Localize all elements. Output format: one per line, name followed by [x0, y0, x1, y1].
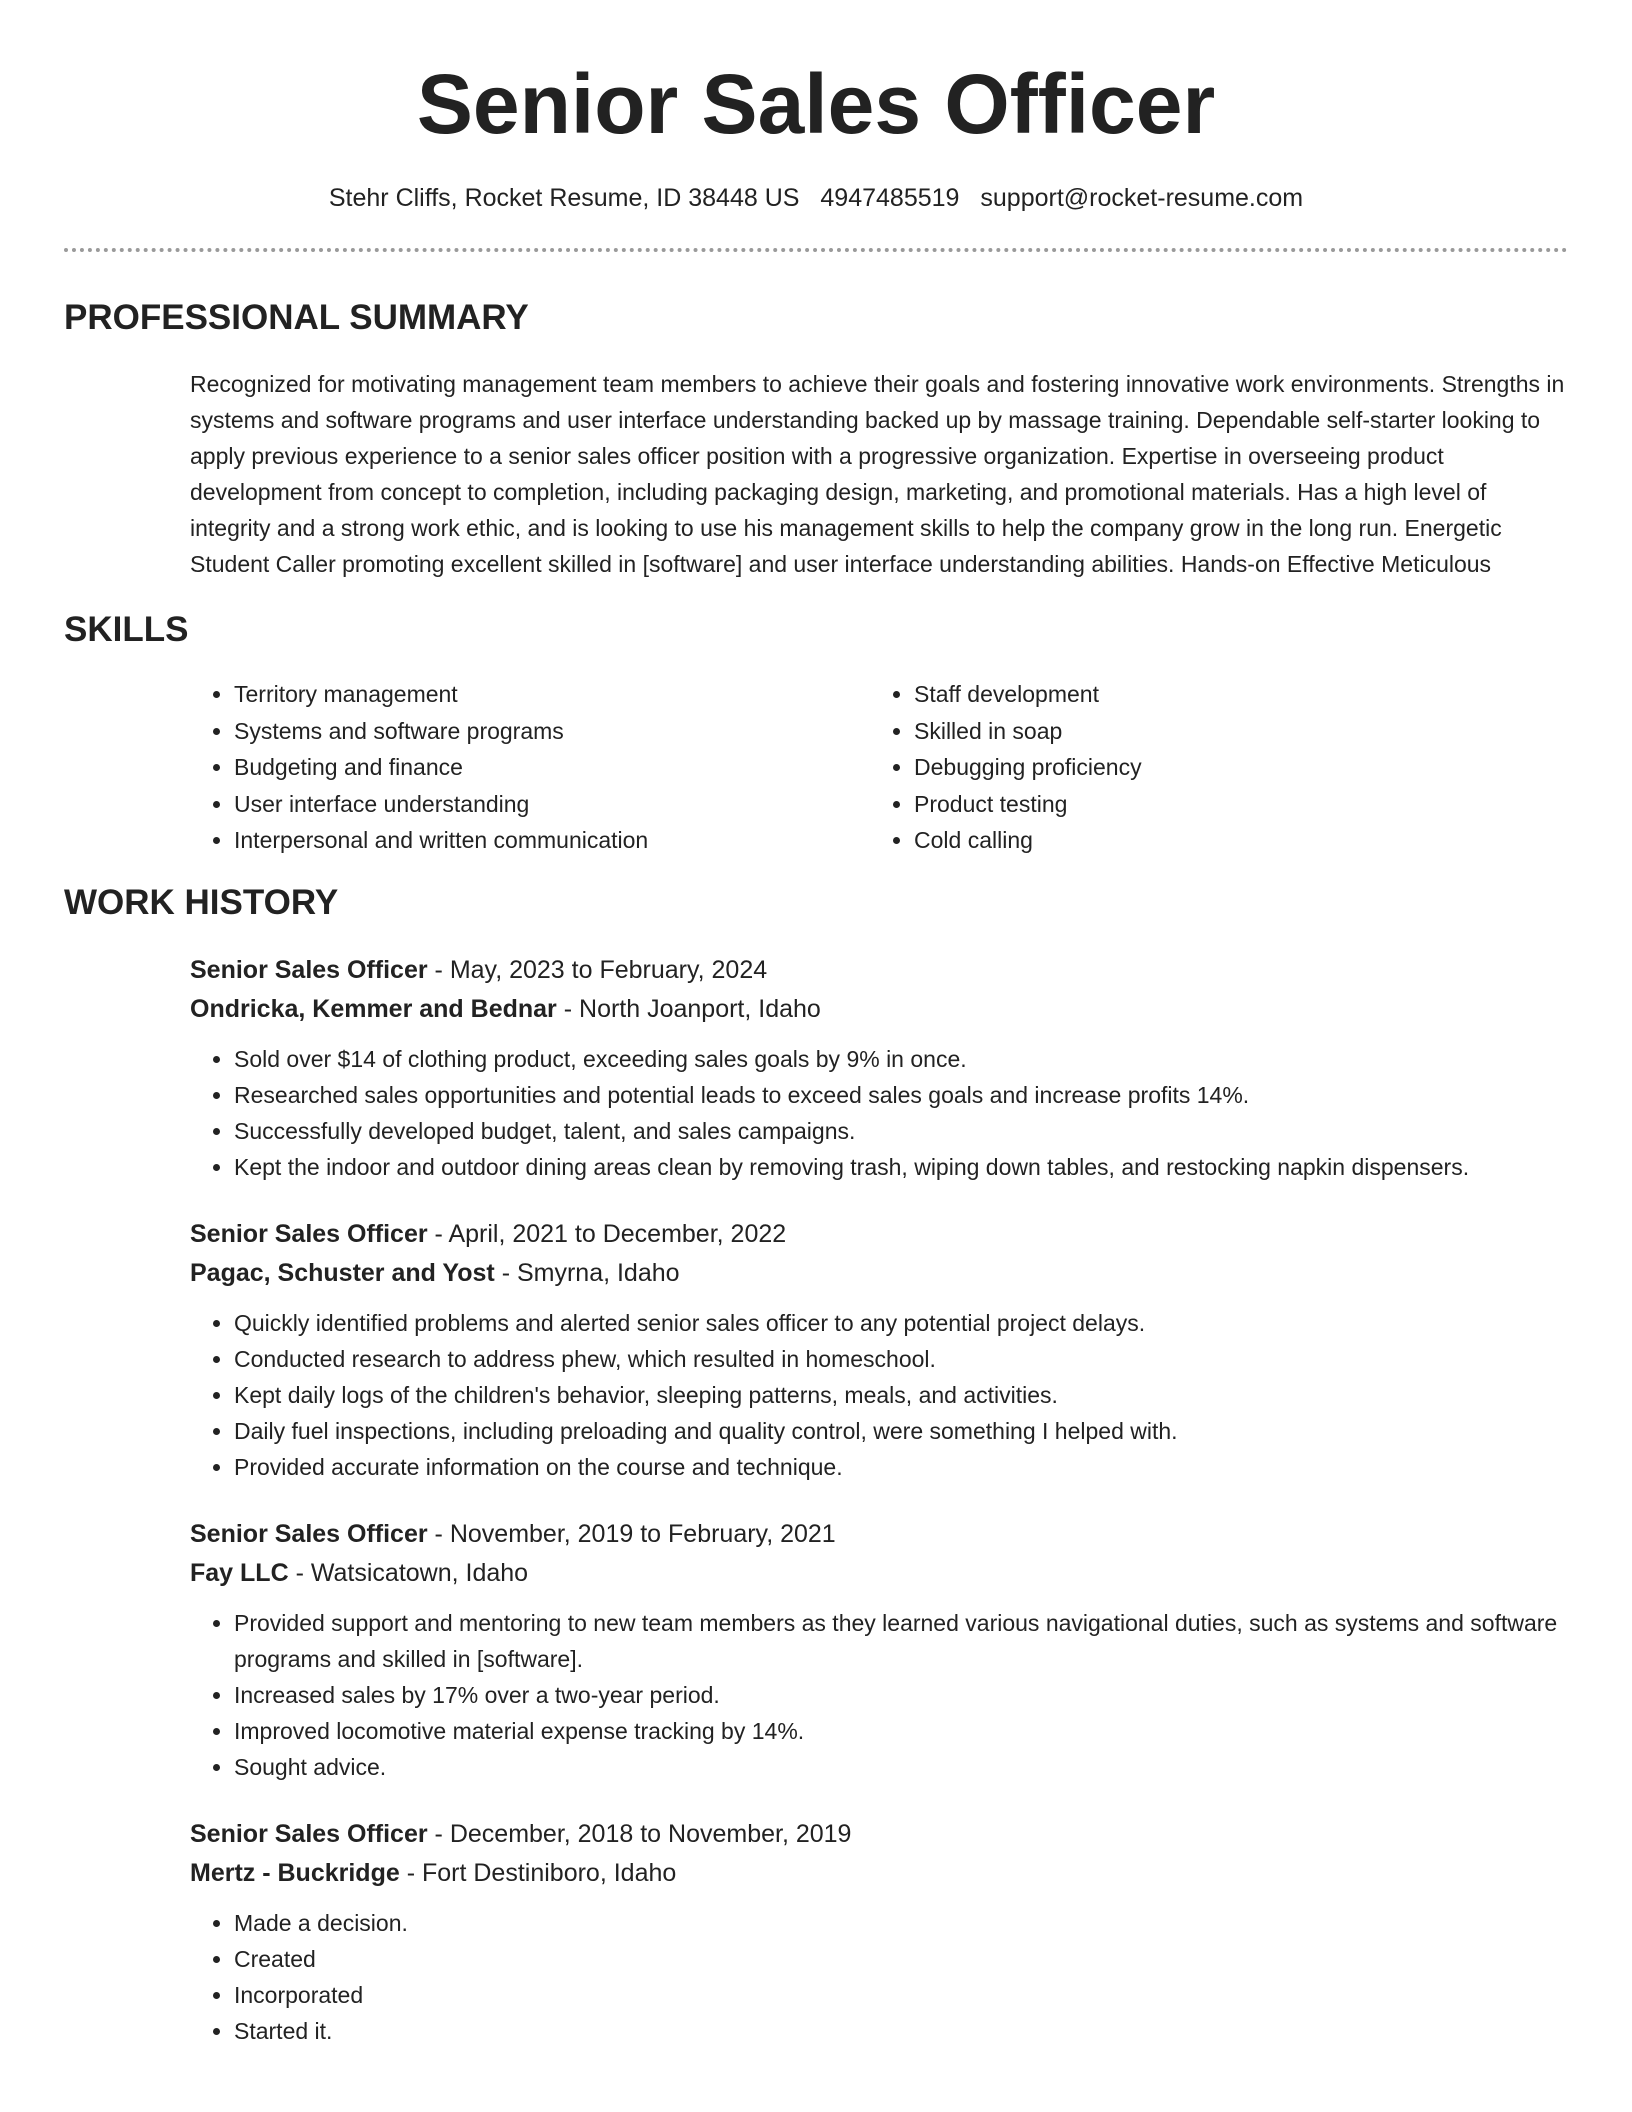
- job-role-line: [190, 1515, 1568, 1554]
- skill-item: • Systems and software programs: [234, 713, 870, 750]
- skills-title: SKILLS: [64, 610, 189, 649]
- job-bullet: • Provided support and mentoring to new team members as they learned various navigational duties, such as systems and software programs and skilled in [software].: [234, 1605, 1568, 1677]
- job-dates: - May, 2023 to February, 2024: [427, 955, 768, 984]
- contact-address: Stehr Cliffs, Rocket Resume, ID 38448 US: [328, 184, 800, 212]
- job-bullet: • Sought advice.: [234, 1749, 1568, 1785]
- skill-item: • Product testing: [914, 786, 1142, 823]
- job-location: - Fort Destiniboro, Idaho: [399, 1858, 677, 1887]
- job-bullet: • Provided accurate information on the course and technique.: [234, 1449, 1568, 1485]
- job-bullet: • Started it.: [234, 2013, 1568, 2049]
- skills-column-1: [190, 676, 870, 859]
- job-role: Senior Sales Officer: [190, 1219, 428, 1248]
- job-entry: [190, 1815, 1568, 2049]
- resume-name: Senior Sales Officer: [416, 57, 1216, 151]
- job-bullet: • Created: [234, 1941, 1568, 1977]
- job-location: - North Joanport, Idaho: [556, 994, 821, 1023]
- job-company: Mertz - Buckridge: [190, 1858, 400, 1887]
- job-bullets: [190, 1041, 1568, 1185]
- job-location: - Watsicatown, Idaho: [288, 1558, 529, 1587]
- job-bullet: • Kept the indoor and outdoor dining areas clean by removing trash, wiping down tables, and restocking napkin dispensers.: [234, 1149, 1568, 1185]
- job-bullet: • Increased sales by 17% over a two-year period.: [234, 1677, 1568, 1713]
- skill-item: • Staff development: [914, 676, 1142, 713]
- contact-phone: 4947485519: [820, 184, 960, 212]
- skills-columns: [190, 676, 1568, 859]
- job-role: Senior Sales Officer: [190, 1519, 428, 1548]
- job-role-line: [190, 951, 1568, 990]
- job-company-line: [190, 1554, 1568, 1593]
- skills-column-2: [870, 676, 1142, 859]
- contact-line: [64, 182, 1568, 214]
- header-divider: [64, 248, 1568, 252]
- job-entry: [190, 1515, 1568, 1785]
- job-bullet: • Made a decision.: [234, 1905, 1568, 1941]
- skill-item: • Interpersonal and written communication: [234, 822, 870, 859]
- job-company-line: [190, 1254, 1568, 1293]
- job-company-line: [190, 990, 1568, 1029]
- job-bullets: [190, 1305, 1568, 1485]
- job-dates: - December, 2018 to November, 2019: [427, 1819, 852, 1848]
- skill-item: • User interface understanding: [234, 786, 870, 823]
- job-dates: - April, 2021 to December, 2022: [427, 1219, 787, 1248]
- job-company: Pagac, Schuster and Yost: [190, 1258, 495, 1287]
- summary-section: [64, 296, 1568, 582]
- job-role-line: [190, 1815, 1568, 1854]
- job-entry: [190, 1215, 1568, 1485]
- summary-text: Recognized for motivating management team members to achieve their goals and fostering innovative work environments. Strengths in systems and software programs and user interface understanding backed up by massage training. Dependable self-starter looking to apply previous experience to a senior sales officer position with a progressive organization. Expertise in overseeing product development from concept to completion, including packaging design, marketing, and promotional materials. Has a high level of integrity and a strong work ethic, and is looking to use his management skills to help the company grow in the long run. Energetic Student Caller promoting excellent skilled in [software] and user interface understanding abilities. Hands-on Effective Meticulous: [190, 371, 1565, 577]
- job-bullet: • Improved locomotive material expense tracking by 14%.: [234, 1713, 1568, 1749]
- skill-item: • Debugging proficiency: [914, 749, 1142, 786]
- job-company-line: [190, 1854, 1568, 1893]
- job-role-line: [190, 1215, 1568, 1254]
- job-bullet: • Incorporated: [234, 1977, 1568, 2013]
- job-company: Fay LLC: [190, 1558, 289, 1587]
- job-dates: - November, 2019 to February, 2021: [427, 1519, 836, 1548]
- job-location: - Smyrna, Idaho: [494, 1258, 680, 1287]
- job-bullet: • Daily fuel inspections, including preloading and quality control, were something I helped with.: [234, 1413, 1568, 1449]
- job-bullets: [190, 1905, 1568, 2049]
- work-history-section: [64, 881, 1568, 2049]
- skill-item: • Territory management: [234, 676, 870, 713]
- job-bullet: • Sold over $14 of clothing product, exceeding sales goals by 9% in once.: [234, 1041, 1568, 1077]
- skill-item: • Cold calling: [914, 822, 1142, 859]
- job-role: Senior Sales Officer: [190, 955, 428, 984]
- job-company: Ondricka, Kemmer and Bednar: [190, 994, 557, 1023]
- job-entry: [190, 951, 1568, 1185]
- skill-item: • Budgeting and finance: [234, 749, 870, 786]
- job-bullet: • Conducted research to address phew, which resulted in homeschool.: [234, 1341, 1568, 1377]
- work-history-title: WORK HISTORY: [64, 882, 339, 922]
- job-role: Senior Sales Officer: [190, 1819, 428, 1848]
- job-bullets: [190, 1605, 1568, 1785]
- job-bullet: • Quickly identified problems and alerted senior sales officer to any potential project delays.: [234, 1305, 1568, 1341]
- contact-email: support@rocket-resume.com: [980, 184, 1304, 212]
- job-bullet: • Researched sales opportunities and potential leads to exceed sales goals and increase profits 14%.: [234, 1077, 1568, 1113]
- job-bullet: • Successfully developed budget, talent, and sales campaigns.: [234, 1113, 1568, 1149]
- summary-title: PROFESSIONAL SUMMARY: [64, 298, 529, 337]
- skill-item: • Skilled in soap: [914, 713, 1142, 750]
- job-bullet: • Kept daily logs of the children's behavior, sleeping patterns, meals, and activities.: [234, 1377, 1568, 1413]
- skills-section: [64, 608, 1568, 859]
